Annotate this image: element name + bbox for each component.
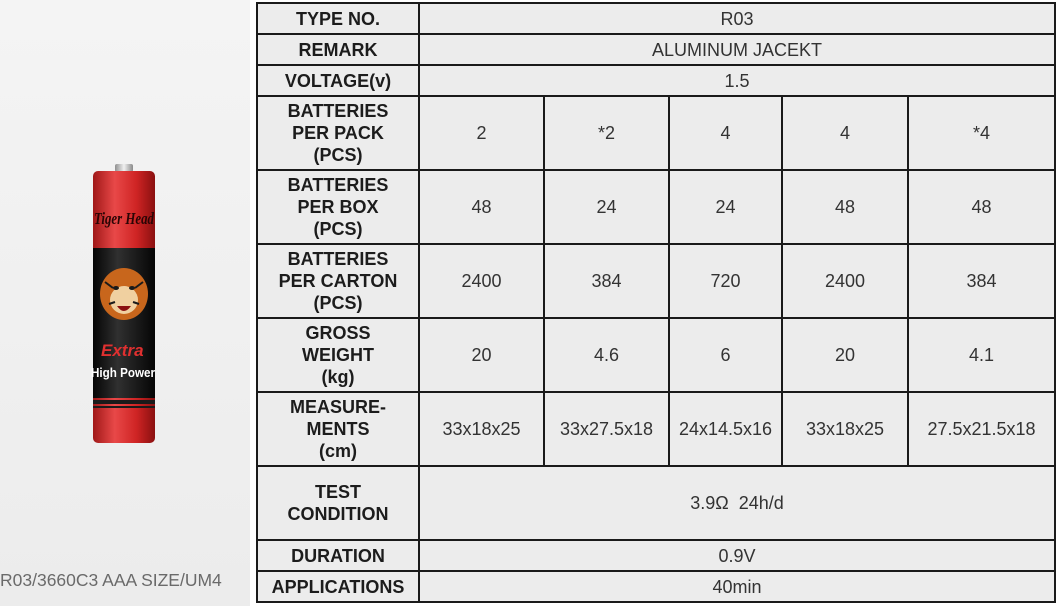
per-carton-cell: 384 [908,244,1055,318]
per-box-cell: 48 [782,170,908,244]
per-pack-cell: 4 [669,96,782,170]
duration-value: 0.9V [419,540,1055,571]
gross-weight-cell: 20 [782,318,908,392]
table-row [257,244,1055,318]
measurements-cell: 24x14.5x16 [669,392,782,466]
battery-extra-text: Extra [101,341,144,360]
measurements-label: MEASURE- MENTS (cm) [257,392,419,466]
brand-logo-text: Tiger Head [94,209,155,228]
product-caption: R03/3660C3 AAA SIZE/UM4 [0,570,222,590]
per-carton-cell: 384 [544,244,669,318]
battery-image [91,164,157,446]
per-pack-cell: 2 [419,96,544,170]
measurements-cell: 27.5x21.5x18 [908,392,1055,466]
gross-weight-cell: 4.6 [544,318,669,392]
per-carton-cell: 720 [669,244,782,318]
battery-power-text: High Power [91,365,155,380]
gross-weight-cell: 6 [669,318,782,392]
test-condition-label: TEST CONDITION [257,466,419,540]
per-pack-cell: 4 [782,96,908,170]
table-row [257,571,1055,602]
table-row [257,466,1055,540]
per-pack-label: BATTERIES PER PACK (PCS) [257,96,419,170]
table-row [257,170,1055,244]
type-no-value: R03 [419,3,1055,34]
remark-value: ALUMINUM JACEKT [419,34,1055,65]
per-box-cell: 48 [908,170,1055,244]
table-row [257,65,1055,96]
per-box-cell: 48 [419,170,544,244]
table-row [257,392,1055,466]
per-carton-label: BATTERIES PER CARTON (PCS) [257,244,419,318]
per-carton-cell: 2400 [419,244,544,318]
type-no-label: TYPE NO. [257,3,419,34]
applications-label: APPLICATIONS [257,571,419,602]
test-condition-value: 3.9Ω 24h/d [419,466,1055,540]
gross-weight-cell: 20 [419,318,544,392]
measurements-cell: 33x18x25 [419,392,544,466]
per-box-cell: 24 [544,170,669,244]
specification-table [256,2,1056,603]
gross-weight-label: GROSS WEIGHT (kg) [257,318,419,392]
per-pack-cell: *4 [908,96,1055,170]
applications-value: 40min [419,571,1055,602]
measurements-cell: 33x27.5x18 [544,392,669,466]
remark-label: REMARK [257,34,419,65]
table-row [257,3,1055,34]
tiger-head-icon [100,268,148,320]
gross-weight-cell: 4.1 [908,318,1055,392]
table-row [257,96,1055,170]
voltage-value: 1.5 [419,65,1055,96]
per-box-cell: 24 [669,170,782,244]
table-row [257,318,1055,392]
table-row [257,34,1055,65]
per-carton-cell: 2400 [782,244,908,318]
per-pack-cell: *2 [544,96,669,170]
table-row [257,540,1055,571]
voltage-label: VOLTAGE(v) [257,65,419,96]
per-box-label: BATTERIES PER BOX (PCS) [257,170,419,244]
duration-label: DURATION [257,540,419,571]
product-image-panel [0,0,250,606]
measurements-cell: 33x18x25 [782,392,908,466]
